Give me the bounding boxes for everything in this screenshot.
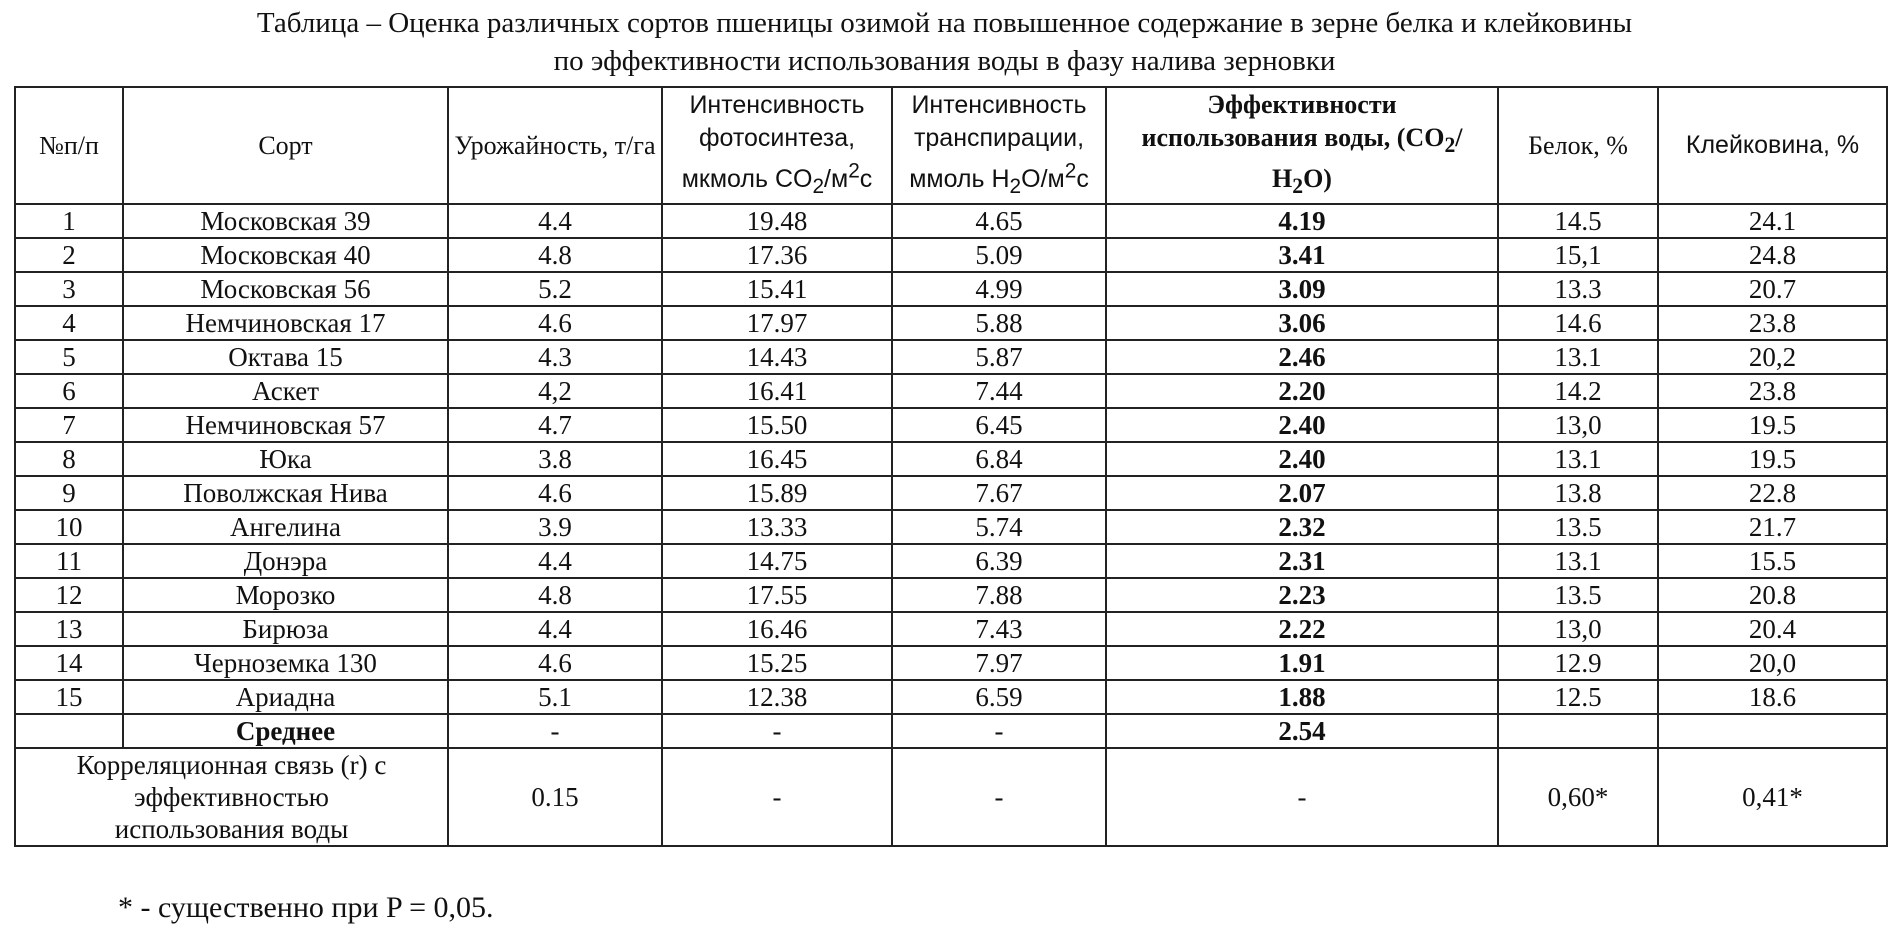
average-photosynthesis: - (662, 714, 892, 748)
gluten-value: 21.7 (1658, 510, 1887, 544)
header-efficiency-line-3: $H_2O$) (1272, 164, 1332, 199)
correlation-yield: 0.15 (448, 748, 662, 846)
table-row (15, 340, 1887, 374)
row-number: 14 (15, 646, 123, 680)
variety-name: Поволжская Нива (123, 476, 448, 510)
variety-name: Черноземка 130 (123, 646, 448, 680)
transpiration-value: 4.65 (892, 204, 1106, 238)
photosynthesis-value: 16.46 (662, 612, 892, 646)
protein-value: 13.5 (1498, 510, 1658, 544)
wheat-varieties-table (14, 86, 1888, 847)
protein-value: 13.1 (1498, 442, 1658, 476)
photosynthesis-value: 14.75 (662, 544, 892, 578)
efficiency-value: 3.06 (1106, 306, 1498, 340)
table-row (15, 612, 1887, 646)
row-number: 4 (15, 306, 123, 340)
table-row (15, 476, 1887, 510)
efficiency-value: 2.46 (1106, 340, 1498, 374)
gluten-value: 20.7 (1658, 272, 1887, 306)
gluten-value: 18.6 (1658, 680, 1887, 714)
correlation-label-line-2: эффективностью (134, 782, 329, 813)
yield-value: 4.6 (448, 646, 662, 680)
average-row (15, 714, 1887, 748)
yield-value: 3.9 (448, 510, 662, 544)
row-number: 15 (15, 680, 123, 714)
correlation-gluten: 0,41* (1658, 748, 1887, 846)
efficiency-value: 2.40 (1106, 442, 1498, 476)
protein-value: 14.2 (1498, 374, 1658, 408)
yield-value: 4.4 (448, 612, 662, 646)
photosynthesis-value: 15.50 (662, 408, 892, 442)
table-row (15, 306, 1887, 340)
protein-value: 13,0 (1498, 612, 1658, 646)
protein-value: 13.8 (1498, 476, 1658, 510)
yield-value: 5.2 (448, 272, 662, 306)
yield-value: 3.8 (448, 442, 662, 476)
transpiration-value: 7.43 (892, 612, 1106, 646)
row-number: 13 (15, 612, 123, 646)
gluten-value: 19.5 (1658, 442, 1887, 476)
transpiration-value: 7.97 (892, 646, 1106, 680)
average-label: Среднее (123, 714, 448, 748)
header-yield: Урожайность, т/га (448, 87, 662, 204)
protein-value: 15,1 (1498, 238, 1658, 272)
variety-name: Немчиновская 57 (123, 408, 448, 442)
header-transpiration-unit: ммоль $H_2O/м^2с$ (909, 159, 1089, 198)
photosynthesis-value: 15.41 (662, 272, 892, 306)
table-title-line-2: по эффективности использования воды в фазу налива зерновки (553, 45, 1336, 77)
yield-value: 4.6 (448, 476, 662, 510)
protein-value: 14.5 (1498, 204, 1658, 238)
yield-value: 5.1 (448, 680, 662, 714)
variety-name: Донэра (123, 544, 448, 578)
footnote: * - существенно при P = 0,05. (118, 891, 494, 924)
gluten-value: 23.8 (1658, 306, 1887, 340)
yield-value: 4.3 (448, 340, 662, 374)
row-number: 1 (15, 204, 123, 238)
gluten-value: 20,0 (1658, 646, 1887, 680)
photosynthesis-value: 16.45 (662, 442, 892, 476)
header-efficiency-line-2: использования воды, ($CO_2/$ (1141, 123, 1463, 158)
photosynthesis-value: 17.36 (662, 238, 892, 272)
photosynthesis-value: 15.25 (662, 646, 892, 680)
gluten-value: 20.8 (1658, 578, 1887, 612)
average-protein (1498, 714, 1658, 748)
photosynthesis-value: 12.38 (662, 680, 892, 714)
table-row (15, 646, 1887, 680)
correlation-label-line-1: Корреляционная связь (r) с (76, 750, 387, 781)
gluten-value: 20.4 (1658, 612, 1887, 646)
table-row (15, 578, 1887, 612)
row-number: 8 (15, 442, 123, 476)
header-variety: Сорт (123, 87, 448, 204)
transpiration-value: 7.67 (892, 476, 1106, 510)
transpiration-value: 5.74 (892, 510, 1106, 544)
photosynthesis-value: 16.41 (662, 374, 892, 408)
variety-name: Московская 56 (123, 272, 448, 306)
protein-value: 13.1 (1498, 340, 1658, 374)
row-number: 6 (15, 374, 123, 408)
transpiration-value: 7.44 (892, 374, 1106, 408)
table-header (15, 87, 1887, 204)
table-row (15, 680, 1887, 714)
efficiency-value: 4.19 (1106, 204, 1498, 238)
transpiration-value: 5.87 (892, 340, 1106, 374)
transpiration-value: 7.88 (892, 578, 1106, 612)
yield-value: 4.7 (448, 408, 662, 442)
photosynthesis-value: 17.55 (662, 578, 892, 612)
correlation-label (15, 748, 448, 846)
transpiration-value: 5.88 (892, 306, 1106, 340)
average-efficiency: 2.54 (1106, 714, 1498, 748)
photosynthesis-value: 19.48 (662, 204, 892, 238)
header-transpiration (892, 87, 1106, 204)
gluten-value: 23.8 (1658, 374, 1887, 408)
average-gluten (1658, 714, 1887, 748)
table-title-line-1: Таблица – Оценка различных сортов пшеницы озимой на повышенное содержание в зерне белка и клейковины (256, 7, 1633, 39)
efficiency-value: 3.09 (1106, 272, 1498, 306)
efficiency-value: 2.07 (1106, 476, 1498, 510)
gluten-value: 15.5 (1658, 544, 1887, 578)
table-body (15, 204, 1887, 846)
protein-value: 12.9 (1498, 646, 1658, 680)
efficiency-value: 1.91 (1106, 646, 1498, 680)
header-water-efficiency (1106, 87, 1498, 204)
table-row (15, 374, 1887, 408)
variety-name: Московская 40 (123, 238, 448, 272)
gluten-value: 22.8 (1658, 476, 1887, 510)
efficiency-value: 2.23 (1106, 578, 1498, 612)
header-photosynthesis (662, 87, 892, 204)
table-row (15, 204, 1887, 238)
variety-name: Ангелина (123, 510, 448, 544)
photosynthesis-value: 13.33 (662, 510, 892, 544)
yield-value: 4.8 (448, 238, 662, 272)
transpiration-value: 4.99 (892, 272, 1106, 306)
protein-value: 12.5 (1498, 680, 1658, 714)
efficiency-value: 2.40 (1106, 408, 1498, 442)
row-number: 10 (15, 510, 123, 544)
header-transpiration-line-1: Интенсивность (911, 90, 1087, 119)
header-gluten: Клейковина, % (1658, 87, 1887, 204)
gluten-value: 24.8 (1658, 238, 1887, 272)
transpiration-value: 6.84 (892, 442, 1106, 476)
table-row (15, 272, 1887, 306)
variety-name: Октава 15 (123, 340, 448, 374)
average-number-cell (15, 714, 123, 748)
table-title (0, 4, 1889, 80)
photosynthesis-value: 15.89 (662, 476, 892, 510)
efficiency-value: 1.88 (1106, 680, 1498, 714)
table-row (15, 442, 1887, 476)
variety-name: Московская 39 (123, 204, 448, 238)
header-transpiration-line-2: транспирации, (913, 123, 1085, 152)
transpiration-value: 5.09 (892, 238, 1106, 272)
row-number: 12 (15, 578, 123, 612)
efficiency-value: 2.22 (1106, 612, 1498, 646)
efficiency-value: 2.20 (1106, 374, 1498, 408)
efficiency-value: 2.32 (1106, 510, 1498, 544)
header-photosynthesis-line-2: фотосинтеза, (698, 123, 856, 152)
photosynthesis-value: 17.97 (662, 306, 892, 340)
row-number: 11 (15, 544, 123, 578)
correlation-protein: 0,60* (1498, 748, 1658, 846)
variety-name: Ариадна (123, 680, 448, 714)
transpiration-value: 6.59 (892, 680, 1106, 714)
protein-value: 13.3 (1498, 272, 1658, 306)
gluten-value: 19.5 (1658, 408, 1887, 442)
yield-value: 4.4 (448, 544, 662, 578)
correlation-photosynthesis: - (662, 748, 892, 846)
efficiency-value: 2.31 (1106, 544, 1498, 578)
correlation-efficiency: - (1106, 748, 1498, 846)
yield-value: 4,2 (448, 374, 662, 408)
row-number: 3 (15, 272, 123, 306)
variety-name: Юка (123, 442, 448, 476)
table-row (15, 238, 1887, 272)
table-row (15, 544, 1887, 578)
row-number: 7 (15, 408, 123, 442)
yield-value: 4.4 (448, 204, 662, 238)
protein-value: 14.6 (1498, 306, 1658, 340)
yield-value: 4.6 (448, 306, 662, 340)
yield-value: 4.8 (448, 578, 662, 612)
header-efficiency-line-1: Эффективности (1207, 90, 1397, 119)
table-row (15, 510, 1887, 544)
header-number: №п/п (15, 87, 123, 204)
row-number: 5 (15, 340, 123, 374)
correlation-label-line-3: использования воды (114, 814, 349, 845)
header-photosynthesis-unit: мкмоль $CO_2/м^2с$ (681, 159, 873, 198)
correlation-row (15, 748, 1887, 846)
photosynthesis-value: 14.43 (662, 340, 892, 374)
header-photosynthesis-line-1: Интенсивность (689, 90, 865, 119)
variety-name: Морозко (123, 578, 448, 612)
table-row (15, 408, 1887, 442)
gluten-value: 20,2 (1658, 340, 1887, 374)
protein-value: 13.5 (1498, 578, 1658, 612)
variety-name: Немчиновская 17 (123, 306, 448, 340)
protein-value: 13,0 (1498, 408, 1658, 442)
header-protein: Белок, % (1498, 87, 1658, 204)
transpiration-value: 6.39 (892, 544, 1106, 578)
row-number: 2 (15, 238, 123, 272)
efficiency-value: 3.41 (1106, 238, 1498, 272)
correlation-transpiration: - (892, 748, 1106, 846)
average-transpiration: - (892, 714, 1106, 748)
variety-name: Аскет (123, 374, 448, 408)
transpiration-value: 6.45 (892, 408, 1106, 442)
protein-value: 13.1 (1498, 544, 1658, 578)
header-row (15, 87, 1887, 204)
row-number: 9 (15, 476, 123, 510)
average-yield: - (448, 714, 662, 748)
variety-name: Бирюза (123, 612, 448, 646)
gluten-value: 24.1 (1658, 204, 1887, 238)
